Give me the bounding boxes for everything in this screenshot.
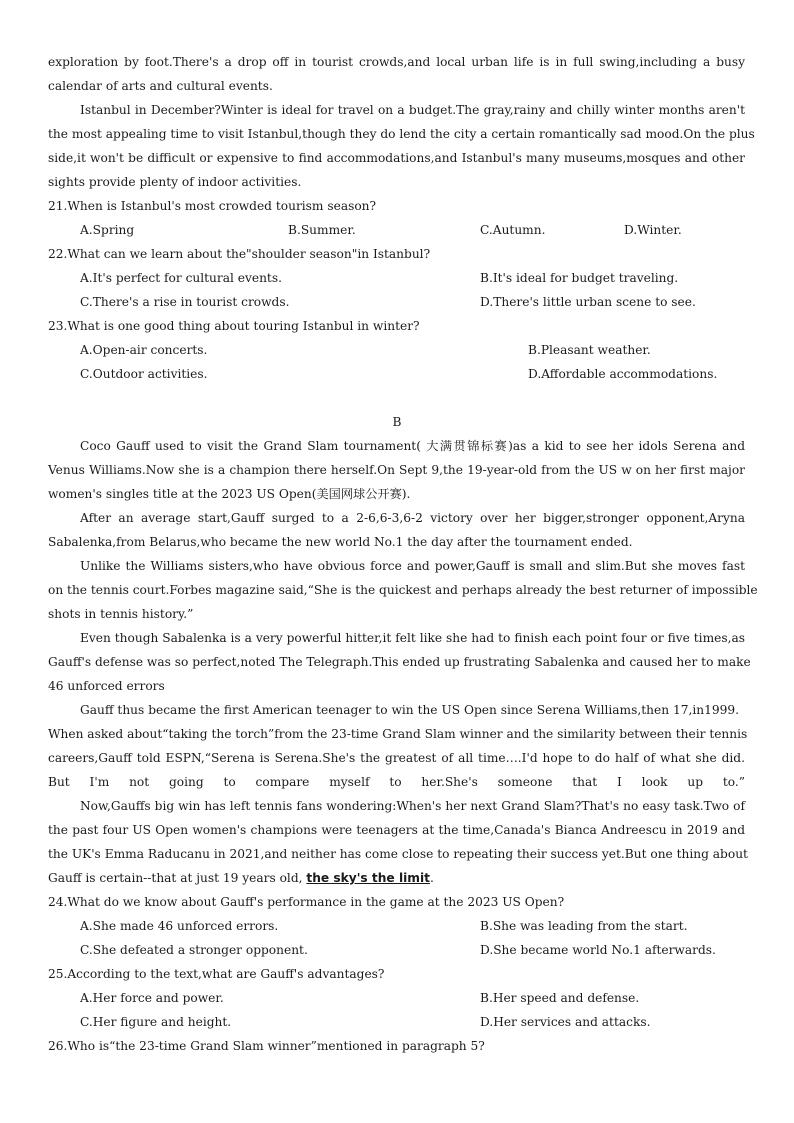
winter-line-1: Istanbul in December?Winter is ideal for travel on a budget.The gray,rainy and chilly winter months aren't [80,103,745,117]
pb1-line-3: women's singles title at the 2023 US Open(美国网球公开赛). [48,487,411,501]
intro-line-1: exploration by foot.There's a drop off in tourist crowds,and local urban life is in full swing,including a busy [48,55,745,69]
pb6-last-suffix: . [430,871,434,885]
q22-option-a[interactable]: A.It's perfect for cultural events. [80,271,282,285]
pb4-line-1: Even though Sabalenka is a very powerful hitter,it felt like she had to finish each point four or five times,as [80,631,745,645]
q21-stem: 21.When is Istanbul's most crowded tourism season? [48,199,377,213]
winter-line-3: side,it won't be difficult or expensive to find accommodations,and Istanbul's many museums,mosques and other [48,151,745,165]
q25-stem: 25.According to the text,what are Gauff's advantages? [48,967,385,981]
q22-option-d[interactable]: D.There's little urban scene to see. [480,295,696,309]
q25-option-a[interactable]: A.Her force and power. [80,991,224,1005]
q26-stem: 26.Who is“the 23-time Grand Slam winner”mentioned in paragraph 5? [48,1039,485,1053]
underlined-phrase: the sky's the limit [306,871,431,885]
winter-line-4: sights provide plenty of indoor activities. [48,175,302,189]
q24-option-b[interactable]: B.She was leading from the start. [480,919,688,933]
q24-option-c[interactable]: C.She defeated a stronger opponent. [80,943,308,957]
q22-option-b[interactable]: B.It's ideal for budget traveling. [480,271,679,285]
intro-line-2: calendar of arts and cultural events. [48,79,273,93]
pb2-line-1: After an average start,Gauff surged to a 2-6,6-3,6-2 victory over her bigger,stronger opponent,Aryna [80,511,745,525]
pb5-line-2: When asked about“taking the torch”from the 23-time Grand Slam winner and the similarity between their tennis [48,727,748,741]
q25-option-d[interactable]: D.Her services and attacks. [480,1015,651,1029]
q21-option-c[interactable]: C.Autumn. [480,223,546,237]
pb4-line-3: 46 unforced errors [48,679,165,693]
q23-option-d[interactable]: D.Affordable accommodations. [528,367,718,381]
winter-line-2: the most appealing time to visit Istanbul,though they do lend the city a certain romantically sad mood.On the plus [48,127,755,141]
pb6-line-3: the UK's Emma Raducanu in 2021,and neither has come close to repeating their success yet.But one thing about [48,847,748,861]
q25-option-c[interactable]: C.Her figure and height. [80,1015,232,1029]
pb5-line-3: careers,Gauff told ESPN,“Serena is Serena.She's the greatest of all time….I'd hope to do half of what she did. [48,751,745,765]
q22-stem: 22.What can we learn about the"shoulder season"in Istanbul? [48,247,431,261]
q21-option-b[interactable]: B.Summer. [288,223,356,237]
pb1-line-2: Venus Williams.Now she is a champion there herself.On Sept 9,the 19-year-old from the US w on her first major [48,463,745,477]
pb6-last-prefix: Gauff is certain--that at just 19 years old, [48,871,307,885]
pb1-line-1: Coco Gauff used to visit the Grand Slam tournament( 大满贯锦标赛)as a kid to see her idols Serena and [80,439,745,453]
q23-option-b[interactable]: B.Pleasant weather. [528,343,651,357]
pb5-line-4: But I'm not going to compare myself to her.She's someone that I look up to.” [48,775,745,789]
pb6-line-4 [48,870,434,886]
q23-option-a[interactable]: A.Open-air concerts. [80,343,208,357]
pb2-line-2: Sabalenka,from Belarus,who became the new world No.1 the day after the tournament ended. [48,535,633,549]
pb3-line-1: Unlike the Williams sisters,who have obvious force and power,Gauff is small and slim.But she moves fast [80,559,745,573]
q23-option-c[interactable]: C.Outdoor activities. [80,367,208,381]
q24-option-d[interactable]: D.She became world No.1 afterwards. [480,943,716,957]
pb6-line-2: the past four US Open women's champions were teenagers at the time,Canada's Bianca Andreescu in 2019 and [48,823,745,837]
section-b-title: B [392,415,402,429]
q24-stem: 24.What do we know about Gauff's performance in the game at the 2023 US Open? [48,895,565,909]
q24-option-a[interactable]: A.She made 46 unforced errors. [80,919,279,933]
pb4-line-2: Gauff's defense was so perfect,noted The Telegraph.This ended up frustrating Sabalenka and caused her to make [48,655,751,669]
q25-option-b[interactable]: B.Her speed and defense. [480,991,640,1005]
q23-stem: 23.What is one good thing about touring Istanbul in winter? [48,319,420,333]
q21-option-d[interactable]: D.Winter. [624,223,682,237]
q22-option-c[interactable]: C.There's a rise in tourist crowds. [80,295,290,309]
pb3-line-3: shots in tennis history.” [48,607,194,621]
pb6-line-1: Now,Gauffs big win has left tennis fans wondering:When's her next Grand Slam?That's no easy task.Two of [80,799,745,813]
pb3-line-2: on the tennis court.Forbes magazine said,“She is the quickest and perhaps already the best returner of impossible [48,583,758,597]
q21-option-a[interactable]: A.Spring [80,223,135,237]
pb5-line-1: Gauff thus became the first American teenager to win the US Open since Serena Williams,then 17,in1999. [80,703,739,717]
